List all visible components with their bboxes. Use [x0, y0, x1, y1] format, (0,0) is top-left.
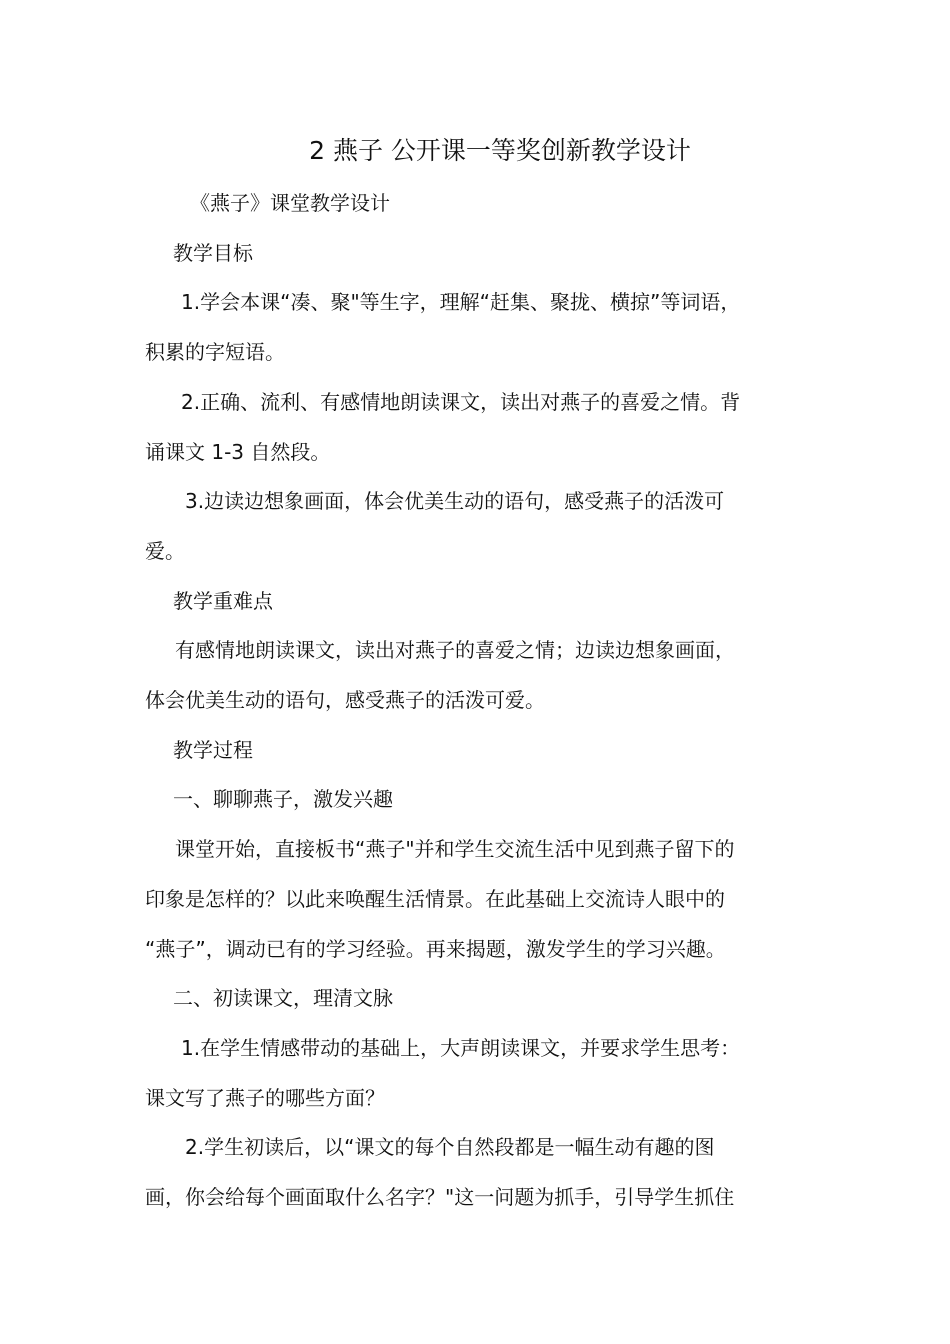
section-1-line-2: 印象是怎样的？以此来唤醒生活情景。在此基础上交流诗人眼中的 [145, 886, 725, 911]
difficulties-line-1: 有感情地朗读课文，读出对燕子的喜爱之情；边读边想象画面， [175, 638, 735, 663]
goal-1-line-1: 1.学会本课“凑、聚"等生字，理解“赶集、聚拢、横掠”等词语， [181, 290, 741, 315]
difficulties-line-2: 体会优美生动的语句，感受燕子的活泼可爱。 [145, 688, 545, 713]
goal-2-line-1: 2.正确、流利、有感情地朗读课文，读出对燕子的喜爱之情。背 [181, 389, 741, 414]
section-2-item-2-line-1: 2.学生初读后，以“课文的每个自然段都是一幅生动有趣的图 [185, 1135, 715, 1160]
section-2-heading: 二、初读课文，理清文脉 [173, 986, 393, 1011]
heading-teaching-goals: 教学目标 [173, 240, 253, 265]
section-2-item-1-line-1: 1.在学生情感带动的基础上，大声朗读课文，并要求学生思考： [181, 1035, 741, 1060]
section-2-item-1-line-2: 课文写了燕子的哪些方面？ [145, 1085, 385, 1110]
goal-3-line-1: 3.边读边想象画面，体会优美生动的语句，感受燕子的活泼可 [185, 489, 725, 514]
subtitle-line: 《燕子》课堂教学设计 [190, 191, 390, 215]
section-1-line-1: 课堂开始，直接板书“燕子"并和学生交流生活中见到燕子留下的 [175, 837, 735, 862]
heading-teaching-process: 教学过程 [173, 737, 253, 762]
document-body [145, 179, 810, 1223]
section-2-item-2-line-2: 画，你会给每个画面取什么名字？"这一问题为抓手，引导学生抓住 [145, 1185, 735, 1210]
section-1-line-3: “燕子”，调动已有的学习经验。再来揭题，激发学生的学习兴趣。 [145, 936, 726, 961]
heading-key-difficulties: 教学重难点 [173, 588, 273, 613]
section-1-heading: 一、聊聊燕子，激发兴趣 [173, 787, 393, 812]
goal-1-line-2: 积累的字短语。 [145, 340, 285, 365]
document-title: 2 燕子 公开课一等奖创新教学设计 [309, 136, 691, 165]
goal-2-line-2: 诵课文 1-3 自然段。 [145, 439, 331, 464]
goal-3-line-2: 爱。 [145, 538, 185, 563]
